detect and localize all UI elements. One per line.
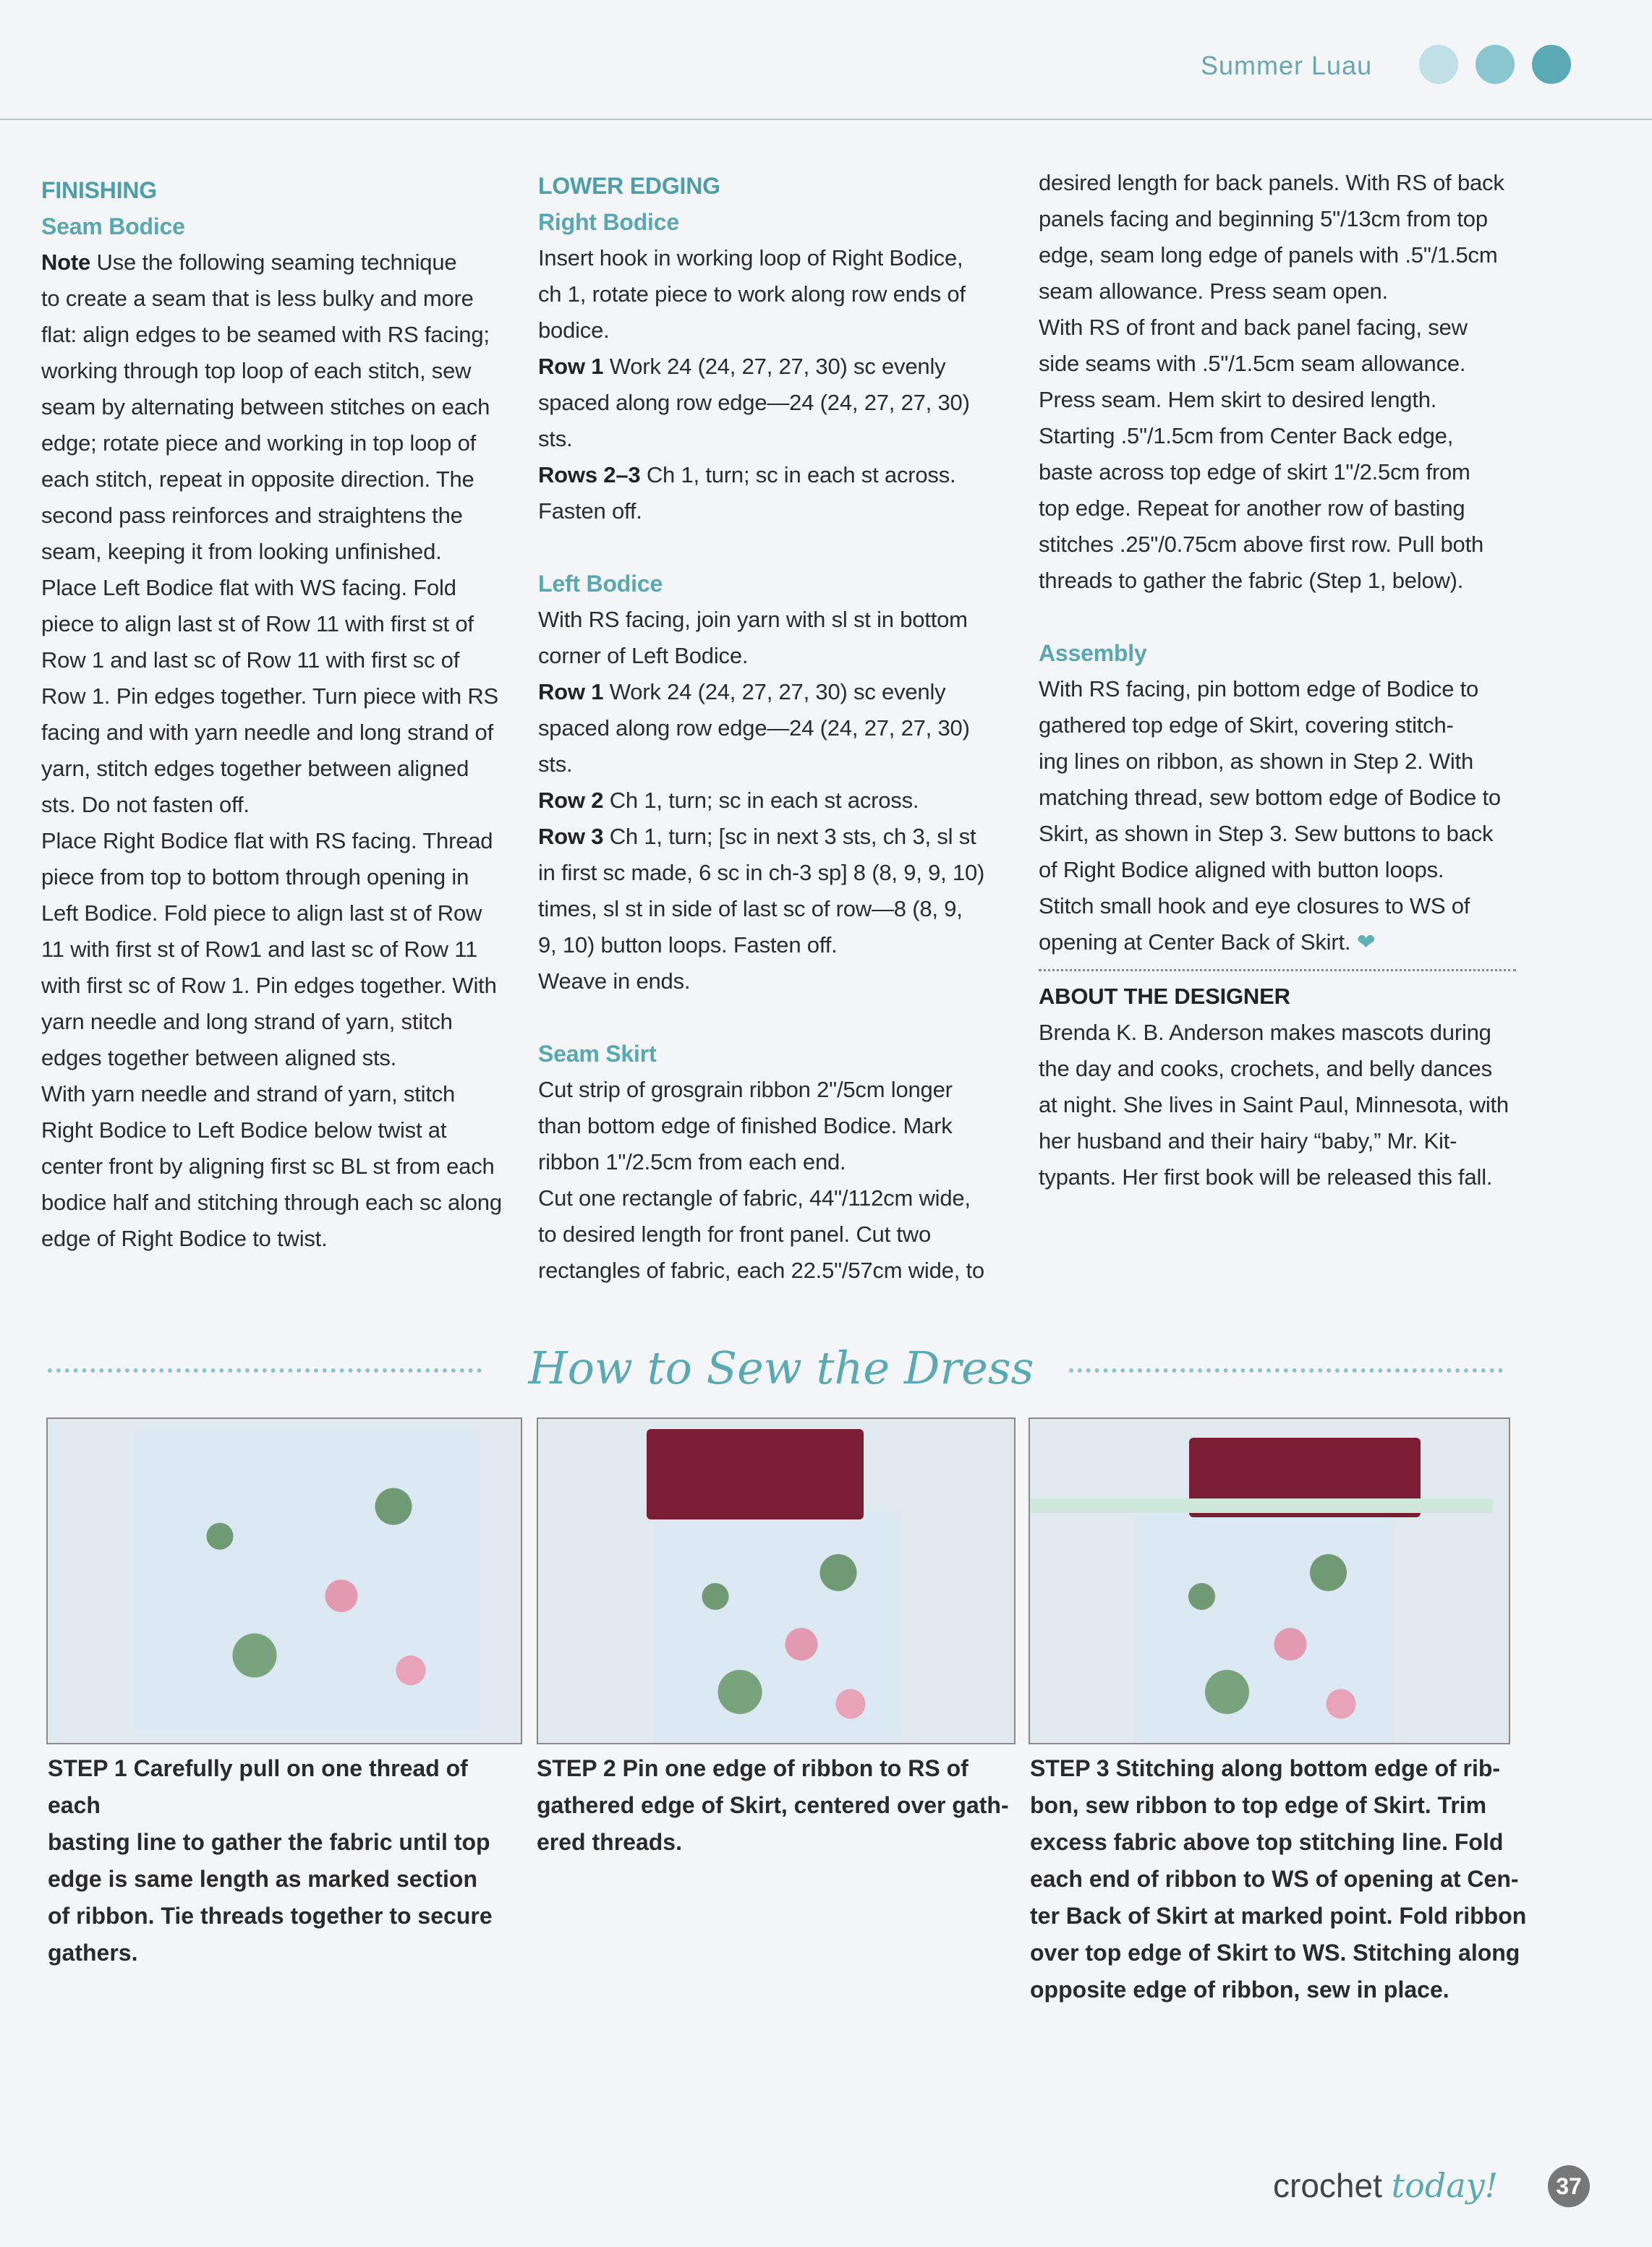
about-heading: ABOUT THE DESIGNER bbox=[1039, 984, 1290, 1009]
note-line: to create a seam that is less bulky and more bbox=[41, 286, 474, 311]
rb-row1-line: spaced along row edge—24 (24, 27, 27, 30) bbox=[538, 390, 970, 415]
assembly-line: matching thread, sew bottom edge of Bodice to bbox=[1039, 785, 1501, 810]
rb-line: Insert hook in working loop of Right Bodice, bbox=[538, 245, 963, 270]
lb-row1-line: sts. bbox=[538, 751, 573, 777]
title-ornament-left bbox=[48, 1368, 482, 1373]
lb-row1-line: spaced along row edge—24 (24, 27, 27, 30) bbox=[538, 715, 970, 741]
note-line-0: Note Use the following seaming technique bbox=[41, 250, 457, 275]
para3-line: piece from top to bottom through opening in bbox=[41, 864, 469, 890]
para2-line: Place Left Bodice flat with WS facing. Fold bbox=[41, 575, 456, 600]
about-line: typants. Her first book will be released this fall. bbox=[1039, 1164, 1493, 1190]
assembly-line: of Right Bodice aligned with button loops. bbox=[1039, 857, 1444, 882]
step3-caption: STEP 3 Stitching along bottom edge of rib- bon, sew ribbon to top edge of Skirt. Trim excess fabric above top stitching line. Fold each end of ribbon to WS of opening at Cen- ter Back of Skirt at marked point. Fold ribbon over top edge of Skirt to WS. Stitching along opposite edge of ribbon, sew in place. bbox=[1030, 1755, 1527, 2003]
section-label: Summer Luau bbox=[1201, 51, 1373, 80]
seam-bodice-heading: Seam Bodice bbox=[41, 213, 185, 239]
title-ornament-right bbox=[1069, 1368, 1503, 1373]
note-line: seam, keeping it from looking unfinished. bbox=[41, 539, 442, 564]
about-line: the day and cooks, crochets, and belly dances bbox=[1039, 1056, 1492, 1081]
lb-row2-line: Row 2 Ch 1, turn; sc in each st across. bbox=[538, 788, 919, 813]
step2-caption: STEP 2 Pin one edge of ribbon to RS of gathered edge of Skirt, centered over gath- ered threads. bbox=[537, 1755, 1009, 1855]
c3-line: threads to gather the fabric (Step 1, below). bbox=[1039, 568, 1464, 593]
header-dot-3 bbox=[1532, 45, 1571, 84]
ss-line: than bottom edge of finished Bodice. Mark bbox=[538, 1113, 953, 1138]
step3-photo bbox=[1029, 1417, 1510, 1744]
note-line: edge; rotate piece and working in top loop of bbox=[41, 430, 477, 456]
ss-line: Cut strip of grosgrain ribbon 2"/5cm longer bbox=[538, 1077, 953, 1102]
howto-title: How to Sew the Dress bbox=[528, 1342, 1034, 1394]
lb-row1-label: Row 1 bbox=[538, 679, 604, 704]
lb-row3-label: Row 3 bbox=[538, 824, 604, 849]
para2-line: Row 1 and last sc of Row 11 with first sc of bbox=[41, 647, 460, 673]
rb-row1-line: sts. bbox=[538, 426, 573, 451]
lb-row3-line: in first sc made, 6 sc in ch-3 sp] 8 (8, 9, 9, 10) bbox=[538, 860, 985, 885]
para2-line: facing and with yarn needle and long strand of bbox=[41, 720, 494, 745]
para2-line: yarn, stitch edges together between aligned bbox=[41, 756, 469, 781]
sewn-skirt bbox=[1138, 1513, 1392, 1744]
assembly-line: gathered top edge of Skirt, covering stitch- bbox=[1039, 712, 1454, 738]
rb-line: ch 1, rotate piece to work along row ends of bbox=[538, 281, 966, 307]
step2-label: STEP 2 bbox=[537, 1755, 616, 1781]
assembly-heading: Assembly bbox=[1039, 640, 1147, 666]
rb-row1-label: Row 1 bbox=[538, 354, 604, 379]
c3-line: top edge. Repeat for another row of basting bbox=[1039, 495, 1465, 521]
c3-line: side seams with .5"/1.5cm seam allowance. bbox=[1039, 351, 1466, 376]
seam-skirt-heading: Seam Skirt bbox=[538, 1041, 657, 1067]
step1-label: STEP 1 bbox=[48, 1755, 127, 1781]
c3-line: Press seam. Hem skirt to desired length. bbox=[1039, 387, 1437, 412]
left-bodice-heading: Left Bodice bbox=[538, 571, 663, 597]
assembly-line-last: opening at Center Back of Skirt. ❤ bbox=[1039, 929, 1376, 955]
column-3 bbox=[1039, 165, 1516, 1195]
c3-line: seam allowance. Press seam open. bbox=[1039, 278, 1388, 304]
assembly-line: Skirt, as shown in Step 3. Sew buttons to back bbox=[1039, 821, 1494, 846]
para3-line: yarn needle and long strand of yarn, stitch bbox=[41, 1009, 453, 1034]
gathered-skirt bbox=[654, 1513, 900, 1744]
ss-line: to desired length for front panel. Cut two bbox=[538, 1221, 932, 1247]
lb-line: corner of Left Bodice. bbox=[538, 643, 749, 668]
lower-edging-heading: LOWER EDGING bbox=[538, 173, 720, 199]
crochet-bodice bbox=[647, 1429, 864, 1519]
about-line: Brenda K. B. Anderson makes mascots during bbox=[1039, 1020, 1491, 1045]
para3-line: 11 with first st of Row1 and last sc of Row 11 bbox=[41, 937, 478, 962]
step1-photo bbox=[46, 1417, 522, 1744]
para3-line: Place Right Bodice flat with RS facing. Thread bbox=[41, 828, 493, 853]
c3-line: stitches .25"/0.75cm above first row. Pull both bbox=[1039, 532, 1484, 557]
para4-line: bodice half and stitching through each sc along bbox=[41, 1190, 502, 1215]
header-rule bbox=[0, 119, 1652, 120]
rb-rows23-line: Fasten off. bbox=[538, 498, 642, 524]
c3-line: With RS of front and back panel facing, sew bbox=[1039, 315, 1468, 340]
assembly-line: ing lines on ribbon, as shown in Step 2. With bbox=[1039, 749, 1474, 774]
assembly-line: With RS facing, pin bottom edge of Bodice to bbox=[1039, 676, 1479, 702]
column-1 bbox=[41, 172, 504, 1257]
divider bbox=[1039, 969, 1516, 971]
para3-line: edges together between aligned sts. bbox=[41, 1045, 397, 1070]
about-line: her husband and their hairy “baby,” Mr. Kit- bbox=[1039, 1128, 1457, 1154]
lb-row3-line: times, sl st in side of last sc of row—8 (8, 9, bbox=[538, 896, 963, 921]
note-line: flat: align edges to be seamed with RS facing; bbox=[41, 322, 490, 347]
finishing-heading: FINISHING bbox=[41, 177, 157, 203]
para4-line: With yarn needle and strand of yarn, stitch bbox=[41, 1081, 456, 1107]
c3-line: edge, seam long edge of panels with .5"/1.5cm bbox=[1039, 242, 1498, 268]
para3-line: Left Bodice. Fold piece to align last st of Row bbox=[41, 900, 482, 926]
ribbon-strip bbox=[1030, 1498, 1493, 1513]
assembly-line: Stitch small hook and eye closures to WS of bbox=[1039, 893, 1470, 918]
ss-line: Cut one rectangle of fabric, 44"/112cm wide, bbox=[538, 1185, 971, 1211]
para4-line: center front by aligning first sc BL st from each bbox=[41, 1154, 495, 1179]
c3-line: baste across top edge of skirt 1"/2.5cm from bbox=[1039, 459, 1470, 485]
lb-row3-line: Weave in ends. bbox=[538, 968, 691, 994]
lb-row1-line: Row 1 Work 24 (24, 27, 27, 30) sc evenly bbox=[538, 679, 946, 704]
lb-row3-line: Row 3 Ch 1, turn; [sc in next 3 sts, ch 3, sl st bbox=[538, 824, 976, 849]
ss-line: rectangles of fabric, each 22.5"/57cm wide, to bbox=[538, 1258, 984, 1283]
note-line: working through top loop of each stitch, sew bbox=[41, 358, 472, 383]
note-line: each stitch, repeat in opposite direction. The bbox=[41, 466, 474, 492]
header-dot-2 bbox=[1476, 45, 1515, 84]
rb-rows23-label: Rows 2–3 bbox=[538, 462, 641, 487]
para2-line: sts. Do not fasten off. bbox=[41, 792, 250, 817]
magazine-brand: crochet today! bbox=[1273, 2166, 1499, 2205]
column-2 bbox=[538, 168, 1008, 1289]
lb-line: With RS facing, join yarn with sl st in bottom bbox=[538, 607, 968, 632]
fabric-swatch bbox=[133, 1432, 480, 1730]
heart-icon: ❤ bbox=[1356, 929, 1376, 955]
para2-line: piece to align last st of Row 11 with first st of bbox=[41, 611, 474, 636]
para4-line: edge of Right Bodice to twist. bbox=[41, 1226, 328, 1251]
para2-line: Row 1. Pin edges together. Turn piece with RS bbox=[41, 683, 499, 709]
step1-caption: STEP 1 Carefully pull on one thread of each basting line to gather the fabric until top edge is same length as marked section of ribbon. Tie threads together to secure gathers. bbox=[48, 1755, 493, 1966]
ss-line: ribbon 1"/2.5cm from each end. bbox=[538, 1149, 846, 1174]
note-line: second pass reinforces and straightens the bbox=[41, 503, 463, 528]
page-number: 37 bbox=[1548, 2165, 1590, 2207]
rb-line: bodice. bbox=[538, 317, 610, 343]
note-label: Note bbox=[41, 250, 91, 275]
c3-line: desired length for back panels. With RS of back bbox=[1039, 170, 1504, 195]
rb-rows23-line: Rows 2–3 Ch 1, turn; sc in each st across. bbox=[538, 462, 956, 487]
c3-line: panels facing and beginning 5"/13cm from top bbox=[1039, 206, 1488, 231]
para4-line: Right Bodice to Left Bodice below twist at bbox=[41, 1117, 447, 1143]
para3-line: with first sc of Row 1. Pin edges together. With bbox=[41, 973, 497, 998]
step3-label: STEP 3 bbox=[1030, 1755, 1110, 1781]
lb-row2-label: Row 2 bbox=[538, 788, 604, 813]
header-dot-1 bbox=[1419, 45, 1458, 84]
lb-row3-line: 9, 10) button loops. Fasten off. bbox=[538, 932, 838, 958]
about-line: at night. She lives in Saint Paul, Minnesota, with bbox=[1039, 1092, 1509, 1117]
note-line: seam by alternating between stitches on each bbox=[41, 394, 490, 419]
c3-line: Starting .5"/1.5cm from Center Back edge, bbox=[1039, 423, 1454, 448]
step2-photo bbox=[537, 1417, 1016, 1744]
rb-row1-line: Row 1 Work 24 (24, 27, 27, 30) sc evenly bbox=[538, 354, 946, 379]
right-bodice-heading: Right Bodice bbox=[538, 209, 679, 235]
